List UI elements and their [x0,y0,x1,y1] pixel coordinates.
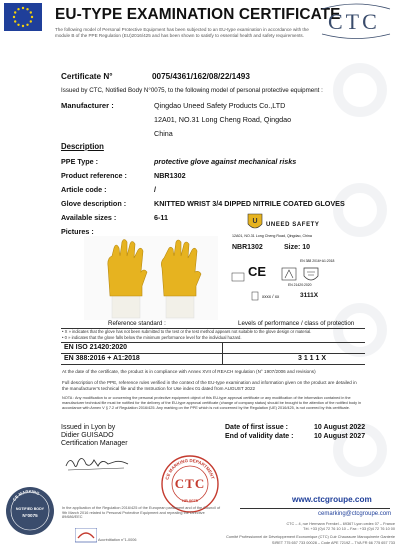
signer-name: Didier GUISADO [61,432,114,439]
ppe-type-value: protective glove against mechanical risks [154,157,297,166]
marking-standard-2: EN 21420:2020 [288,283,312,287]
marking-size: Size: 10 [284,244,311,251]
svg-text:U: U [252,218,258,225]
stamp-ctc-text: CTC [174,476,206,491]
marking-count: xxxx / xx [262,294,280,299]
performance-levels-header: Levels of performance / class of protection [238,320,355,327]
marking-brand: UNEED SAFETY [266,222,320,228]
available-sizes-value: 6-11 [154,213,168,222]
ctc-siret-text: SIRET 775 657 733 00028 – Code APE 7219Z – TVA FR 66 775 657 733 [271,541,395,545]
ctc-logo-text: CTC [328,9,380,34]
date-first-issue: 10 August 2022 [314,424,366,431]
badge-mid-text: NOTIFIED BODY [15,507,45,511]
product-reference-label: Product reference : [61,171,127,180]
glove-description-label: Glove description : [61,199,127,208]
ctc-phone-text: Tél. +33 (0)4 72 76 10 10 – Fax : +33 (0)4 72 76 10 00 [303,527,395,531]
end-validity-label: End of validity date : [225,433,294,440]
cofrac-accreditation-text: Accréditation n°1-0006 [98,538,137,542]
website-link[interactable]: www.ctcgroupe.com [292,495,372,504]
signature-image [64,452,130,474]
marking-code: 3111X [300,292,319,299]
email-link[interactable]: cemarking@ctcgroupe.com [318,511,392,517]
manufacturer-name: Qingdao Uneed Safety Products Co.,LTD [154,101,286,110]
stamp-top-text: CE MARKING DEPARTMENT [164,457,216,481]
eu-flag-icon [4,3,42,31]
available-sizes-label: Available sizes : [61,213,117,222]
article-code-value: / [154,185,156,194]
issued-in-text: Issued in Lyon by [61,424,116,431]
description-heading: Description [61,142,104,151]
issued-by-text: Issued by CTC, Notified Body N°0075, to the following model of personal protective equipment : [61,87,323,94]
intro-text: The following model of Personal Protective Equipment has been subjected to an EU-type examination in accordance with the module B of the PPE Regulation (EU)2016/425 and has been shown to satisfy to essential health and safety requirements. [55,27,309,38]
note-x-indicator: • X » indicates that the glove has not been submitted to the test or the test method appears not suitable to the glove design or material. [62,329,312,334]
technical-file-text: Full description of the PPE, reference rules verified in the context of the EU-type examination and information given on the product are detailed in the manufacturer's technical file and the Instruction for Use index 01 dated from AUGUST 2022 [62,380,357,391]
reach-compliance-text: At the date of the certificate, the product is in compliance with Annex XVII of REACH regulation (N° 1907/2006 and revisions) [62,369,316,374]
glove-description-value: KNITTED WRIST 3/4 DIPPED NITRILE COATED GLOVES [154,199,345,208]
end-validity-date: 10 August 2027 [314,433,366,440]
regulation-footer-text: In the application of the Regulation 2016/425 of the European parliament and of the Council of 9th March 2016 related to Personal Protective Equipment and repealing the Directive 89/686/EEC [62,506,221,520]
standard-row-2-level: 3 1 1 1 X [298,355,327,362]
cofrac-logo [75,528,97,550]
manufacturer-label: Manufacturer : [61,101,114,110]
certificate-title: EU-TYPE EXAMINATION CERTIFICATE [55,6,341,23]
standard-row-1: EN ISO 21420:2020 [64,344,128,351]
marking-standard-1: EN 388 2016+A1:2018 [300,259,335,263]
ctc-address-text: CTC – 4, rue Hermann Frenkel – 69367 Lyon cedex 07 – France [286,522,395,526]
standard-row-2: EN 388:2016 + A1:2018 [64,355,140,362]
stamp-bottom-text: NB 0075 [182,498,198,503]
ce-marking-badge [5,486,55,536]
ppe-type-label: PPE Type : [61,157,99,166]
ctc-committee-text: Comité Professionnel de Développement Economique (CTC) Cuir Chaussure Maroquinerie Ganterie [226,535,395,539]
manufacturer-address-2: China [154,129,173,138]
reference-standard-header: Reference standard : [108,320,166,327]
pictures-label: Pictures : [61,227,94,236]
glove-photo [84,236,218,320]
marking-reference: NBR1302 [232,244,263,251]
product-reference-value: NBR1302 [154,171,186,180]
date-first-issue-label: Date of first issue : [225,424,289,431]
product-marking-label [222,210,344,314]
certificate-number: 0075/4361/162/08/22/1493 [152,72,250,81]
certificate-number-label: Certificate N° [61,72,113,81]
note-zero-indicator: • 0 » indicates that the glove falls below the minimum performance level for the individual hazard. [62,335,242,340]
ctc-stamp [160,454,220,514]
ce-mark-icon: CE [248,264,267,279]
badge-top-text: CE MARKING [11,488,41,502]
signer-role: Certification Manager [61,440,128,447]
nota-text: NOTA : Any modification to or concerning the personal protective equipment object of this EU-type approval certificate or any modification of the information contained in the manufacturer technical file must be notified for the delivery of the EU-type approval certificate (change of company status) should be brought to the attention of the notified body in accordance with Annex V § 7.2 of Regulation 2016/425. Any marking on the PPE which is not concerned by the Regulation (UE) 2016/425, is not covered by this certificate. [62,396,362,410]
marking-address: 12A01, NO.31 Long Cheng Road, Qingdao, China [232,234,312,238]
manufacturer-address-1: 12A01, NO.31 Long Cheng Road, Qingdao [154,115,292,124]
badge-bottom-text: N°0075 [22,513,38,518]
article-code-label: Article code : [61,185,107,194]
